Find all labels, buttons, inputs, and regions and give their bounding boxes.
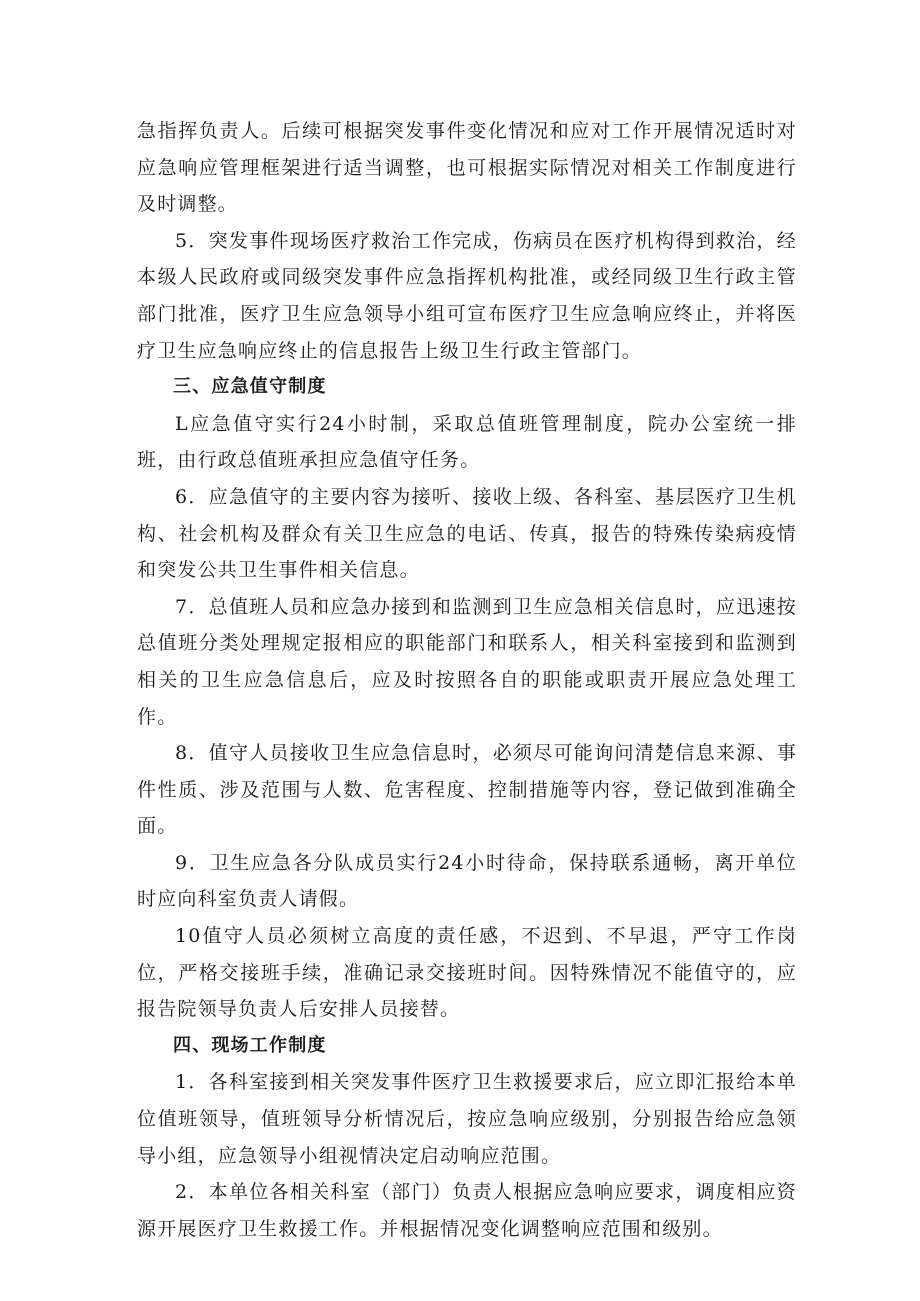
paragraph-duty-item-7: 7．总值班人员和应急办接到和监测到卫生应急相关信息时，应迅速按总值班分类处理规定报相应的职能部门和联系人，相关科室接到和监测到相关的卫生应急信息后，应及时按照各自的职能或职责开展应急处理工作。 [137,595,797,728]
paragraph-duty-item-9: 9．卫生应急各分队成员实行24小时待命，保持联系通畅，离开单位时应向科室负责人请假。 [137,851,797,911]
document-body [137,113,797,1247]
paragraph-duty-item-8: 8．值守人员接收卫生应急信息时，必须尽可能询问清楚信息来源、事件性质、涉及范围与人数、危害程度、控制措施等内容，登记做到准确全面。 [137,742,797,838]
paragraph-duty-item-6: 6．应急值守的主要内容为接听、接收上级、各科室、基层医疗卫生机构、社会机构及群众有关卫生应急的电话、传真，报告的特殊传染病疫情和突发公共卫生事件相关信息。 [137,485,797,582]
paragraph-duty-item-1: L应急值守实行24小时制，采取总值班管理制度，院办公室统一排班，由行政总值班承担应急值守任务。 [137,412,797,472]
paragraph-duty-item-10: 10值守人员必须树立高度的责任感，不迟到、不早退，严守工作岗位，严格交接班手续，准确记录交接班时间。因特殊情况不能值守的，应报告院领导负责人后安排人员接替。 [137,925,797,1021]
paragraph-continuation: 急指挥负责人。后续可根据突发事件变化情况和应对工作开展情况适时对应急响应管理框架进行适当调整，也可根据实际情况对相关工作制度进行及时调整。 [137,120,797,216]
paragraph-item-5: 5．突发事件现场医疗救治工作完成，伤病员在医疗机构得到救治，经本级人民政府或同级突发事件应急指挥机构批准，或经同级卫生行政主管部门批准，医疗卫生应急领导小组可宣布医疗卫生应急响应终止，并将医疗卫生应急响应终止的信息报告上级卫生行政主管部门。 [137,229,797,362]
section-heading-field-work: 四、现场工作制度 [173,1034,327,1056]
section-heading-emergency-duty: 三、应急值守制度 [173,376,327,398]
paragraph-field-item-1: 1．各科室接到相关突发事件医疗卫生救援要求后，应立即汇报给本单位值班领导，值班领导分析情况后，按应急响应级别，分别报告给应急领导小组，应急领导小组视情决定启动响应范围。 [137,1071,797,1167]
paragraph-field-item-2: 2．本单位各相关科室（部门）负责人根据应急响应要求，调度相应资源开展医疗卫生救援工作。并根据情况变化调整响应范围和级别。 [137,1181,797,1240]
